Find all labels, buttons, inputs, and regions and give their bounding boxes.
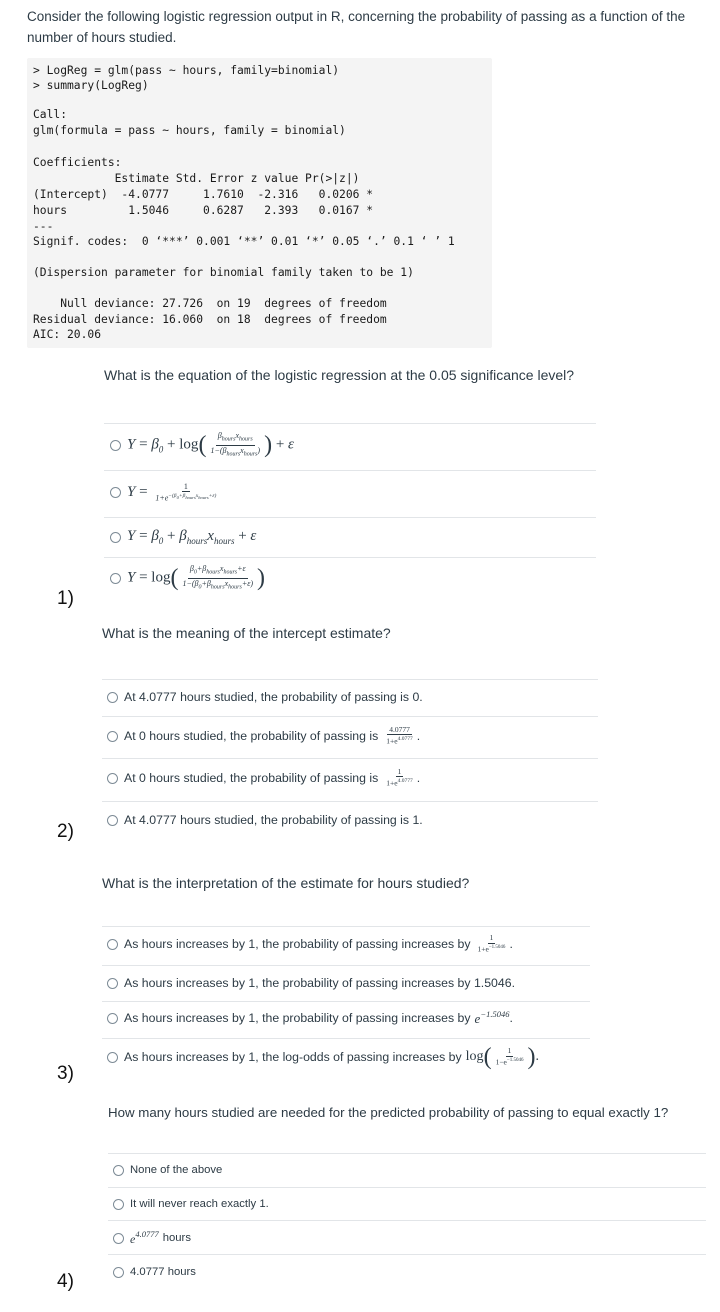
q2-option-c[interactable]: At 0 hours studied, the probability of passing is $\frac{1}{1+e^{4.0777}}$ . — [107, 764, 420, 792]
question-number-1: 1) — [57, 588, 74, 609]
q1-option-d[interactable] — [110, 563, 265, 593]
question-number-2: 2) — [57, 821, 74, 842]
q4-option-b[interactable] — [113, 1195, 269, 1213]
q4-option-d-label: 4.0777 hours — [130, 1266, 196, 1278]
q3-option-c-label: As hours increases by 1, the probability of passing increases by — [124, 1011, 471, 1025]
q2-option-c-fraction — [384, 768, 414, 789]
q4-option-c-exp: $e^{4.0777}$ — [130, 1229, 159, 1246]
q1-option-b-formula: Y = $\frac{1}{1+e^{-(\beta_0+\beta_{hours}x_{hours}+\varepsilon)}}$ — [127, 481, 217, 503]
code-line: > summary(LogReg) — [33, 79, 149, 92]
radio-button[interactable] — [113, 1199, 124, 1210]
radio-button[interactable] — [110, 487, 121, 498]
q4-option-d[interactable] — [113, 1263, 196, 1281]
q2-option-c-label: At 0 hours studied, the probability of passing is — [124, 771, 379, 785]
fraction-exponent: 4.0777 — [397, 778, 413, 785]
radio-button[interactable] — [107, 939, 118, 950]
q2-prompt: What is the meaning of the intercept estimate? — [102, 625, 391, 641]
q2-option-a-label: At 4.0777 hours studied, the probability of passing is 0. — [124, 690, 423, 704]
r-output-block — [27, 58, 492, 348]
q1-option-c[interactable] — [110, 526, 256, 548]
q4-option-a[interactable] — [113, 1161, 222, 1179]
q1-option-c-formula: $Y = \beta_0 + \beta_{hours}x_{hours} + \varepsilon$ — [127, 528, 257, 546]
code-line: hours 1.5046 0.6287 2.393 0.0167 * — [33, 204, 374, 217]
fraction-numerator: 1 — [397, 766, 402, 776]
radio-button[interactable] — [107, 1013, 118, 1024]
q3-option-b[interactable] — [107, 974, 515, 992]
code-line: Residual deviance: 16.060 on 18 degrees of freedom — [33, 313, 387, 326]
exponent: −1.5046 — [480, 1009, 510, 1019]
fraction-numerator: 4.0777 — [389, 724, 410, 734]
radio-button[interactable] — [107, 692, 118, 703]
divider — [102, 965, 590, 966]
radio-button[interactable] — [113, 1267, 124, 1278]
radio-button[interactable] — [110, 532, 121, 543]
q1-option-a-formula: $Y = \beta_0 + \log$( $\frac{\beta_{hours}x_{hours}}{1-(\beta_{hours}x_{hours})}$ ) + ε — [127, 430, 294, 458]
q3-option-d-formula: log( $\frac{1}{1-e^{-1.5046}}$ ). — [465, 1044, 539, 1070]
radio-button[interactable] — [107, 815, 118, 826]
fraction-numerator: 1 — [489, 933, 494, 943]
code-line: > LogReg = glm(pass ~ hours, family=binomial) — [33, 64, 340, 77]
q2-option-b-label: At 0 hours studied, the probability of passing is — [124, 729, 379, 743]
divider — [102, 1001, 590, 1002]
fraction-exponent: −1.5046 — [506, 1057, 524, 1063]
intro-text: Consider the following logistic regression output in R, concerning the probability of passing as a function of the number of hours studied. — [27, 9, 686, 45]
q1-option-b[interactable] — [110, 478, 220, 506]
radio-button[interactable] — [107, 978, 118, 989]
radio-button[interactable] — [110, 573, 121, 584]
fraction-denominator: 1−e — [495, 1057, 507, 1067]
divider — [102, 926, 590, 927]
code-line: Call: — [33, 108, 68, 121]
q3-option-c[interactable]: As hours increases by 1, the probability of passing increases by $e^{-1.5046}$ . — [107, 1007, 513, 1029]
radio-button[interactable] — [113, 1233, 124, 1244]
divider — [108, 1254, 706, 1255]
divider — [102, 679, 598, 680]
q3-option-a-fraction — [476, 934, 508, 954]
divider — [102, 1038, 590, 1039]
q3-option-b-label: As hours increases by 1, the probability of passing increases by 1.5046. — [124, 976, 515, 990]
divider — [104, 557, 596, 558]
divider — [108, 1187, 706, 1188]
radio-button[interactable] — [107, 1052, 118, 1063]
q4-option-c[interactable] — [113, 1228, 191, 1248]
divider — [108, 1153, 706, 1154]
divider — [102, 758, 598, 759]
divider — [102, 801, 598, 802]
q2-option-b-fraction — [384, 726, 414, 747]
fraction-exponent: −1.5046 — [488, 944, 506, 950]
code-line: (Dispersion parameter for binomial family taken to be 1) — [33, 266, 414, 279]
exponent: 4.0777 — [135, 1229, 159, 1239]
fraction-denominator: 1+e — [386, 736, 398, 746]
code-line: (Intercept) -4.0777 1.7610 -2.316 0.0206 * — [33, 188, 374, 201]
q3-prompt: What is the interpretation of the estimate for hours studied? — [102, 875, 470, 891]
q3-option-a-label: As hours increases by 1, the probability of passing increases by — [124, 937, 471, 951]
divider — [104, 470, 596, 471]
radio-button[interactable] — [107, 731, 118, 742]
code-line: Signif. codes: 0 ‘***’ 0.001 ‘**’ 0.01 ‘*’ 0.05 ‘.’ 0.1 ‘ ’ 1 — [33, 235, 455, 248]
q2-option-d[interactable] — [107, 811, 423, 829]
fraction-denominator: 1+e — [386, 778, 398, 788]
radio-button[interactable] — [107, 773, 118, 784]
q4-option-c-label: hours — [162, 1232, 191, 1244]
code-line: AIC: 20.06 — [33, 328, 102, 341]
radio-button[interactable] — [110, 440, 121, 451]
q1-option-a[interactable] — [110, 430, 294, 460]
q1-prompt: What is the equation of the logistic regression at the 0.05 significance level? — [104, 367, 575, 383]
divider — [104, 423, 596, 424]
code-line: Estimate Std. Error z value Pr(>|z|) — [33, 172, 360, 185]
code-line: glm(formula = pass ~ hours, family = binomial) — [33, 124, 346, 137]
q4-prompt: How many hours studied are needed for the predicted probability of passing to equal exactly 1? — [108, 1105, 669, 1120]
q2-option-d-label: At 4.0777 hours studied, the probability of passing is 1. — [124, 813, 423, 827]
q3-option-c-exp: $e^{-1.5046}$ — [474, 1009, 510, 1026]
q2-option-b[interactable]: At 0 hours studied, the probability of passing is $\frac{4.0777}{1+e^{4.0777}}$ . — [107, 722, 420, 750]
divider — [102, 716, 598, 717]
code-line: Coefficients: — [33, 156, 122, 169]
divider — [108, 1220, 706, 1221]
code-line: --- — [33, 220, 54, 233]
fraction-numerator: 1 — [507, 1046, 512, 1056]
question-number-3: 3) — [57, 1063, 74, 1084]
q3-option-d[interactable] — [107, 1043, 539, 1071]
question-number-4: 4) — [57, 1271, 74, 1292]
fraction-denominator: 1+e — [477, 944, 489, 954]
q4-option-b-label: It will never reach exactly 1. — [130, 1198, 269, 1210]
q1-option-d-formula: Y = log( $\frac{\beta_0+\beta_{hours}x_{hours}+\varepsilon}{1-(\beta_0+\beta_{hours}x_{hours}+\varepsilon)}$ ) — [127, 563, 266, 591]
q3-option-d-label: As hours increases by 1, the log-odds of passing increases by — [124, 1050, 462, 1064]
divider — [104, 517, 596, 518]
radio-button[interactable] — [113, 1165, 124, 1176]
q3-option-a[interactable]: As hours increases by 1, the probability of passing increases by $\frac{1}{1+e^{-1.5046}}$ . — [107, 931, 513, 957]
q4-option-a-label: None of the above — [130, 1164, 223, 1176]
fraction-exponent: 4.0777 — [397, 736, 413, 743]
code-line: Null deviance: 27.726 on 19 degrees of freedom — [33, 297, 387, 310]
q2-option-a[interactable] — [107, 688, 423, 706]
